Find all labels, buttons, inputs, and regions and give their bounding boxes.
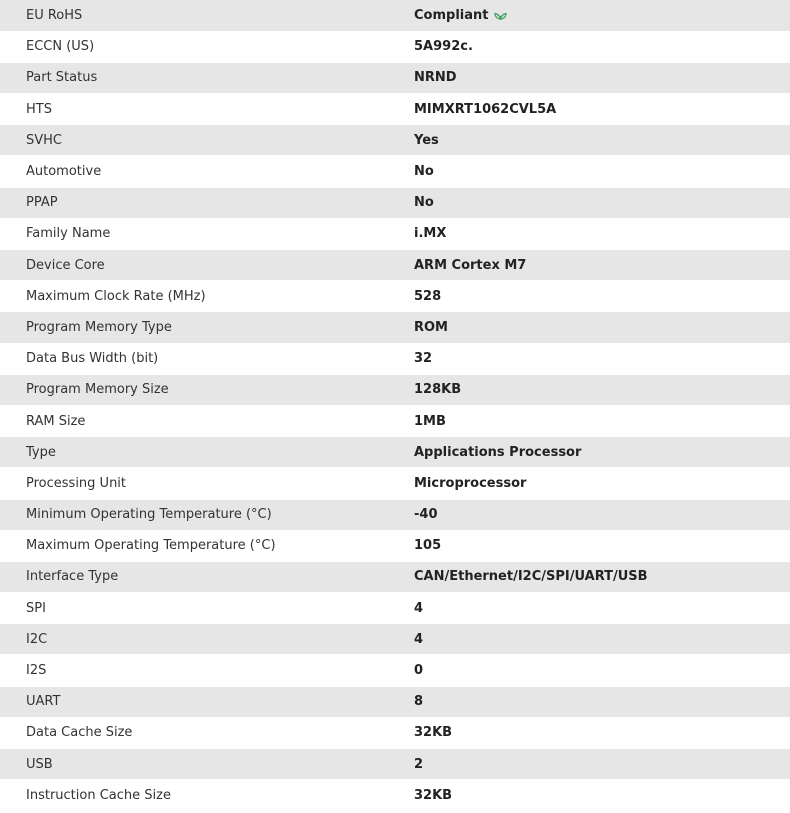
spec-attribute: Automotive [0, 156, 414, 187]
spec-value-cell [414, 655, 790, 686]
spec-attribute: Maximum Operating Temperature (°C) [0, 530, 414, 561]
spec-row [0, 593, 790, 624]
spec-row [0, 156, 790, 187]
spec-value-cell [414, 468, 790, 499]
spec-value-wrap [414, 382, 461, 397]
spec-value-cell [414, 405, 790, 436]
spec-row [0, 717, 790, 748]
spec-row [0, 374, 790, 405]
spec-value: Yes [414, 132, 439, 148]
spec-value-wrap [414, 788, 452, 803]
spec-value-wrap [414, 414, 446, 429]
spec-value-wrap [414, 601, 423, 616]
spec-value: 4 [414, 600, 424, 616]
spec-row [0, 686, 790, 717]
spec-attribute: Processing Unit [0, 468, 414, 499]
spec-attribute: Family Name [0, 218, 414, 249]
spec-row [0, 624, 790, 655]
spec-attribute: SVHC [0, 125, 414, 156]
spec-attribute: Minimum Operating Temperature (°C) [0, 499, 414, 530]
spec-attribute: Data Bus Width (bit) [0, 343, 414, 374]
spec-value-wrap [414, 476, 526, 491]
spec-attribute: Data Cache Size [0, 717, 414, 748]
spec-value: -40 [414, 507, 438, 523]
spec-value-cell [414, 749, 790, 780]
spec-row [0, 62, 790, 93]
spec-value-cell [414, 250, 790, 281]
spec-attribute: Type [0, 437, 414, 468]
spec-value-wrap [414, 8, 507, 23]
spec-value-cell [414, 62, 790, 93]
spec-value: 32 [414, 351, 433, 367]
spec-value: 8 [414, 694, 424, 710]
leaf-icon [494, 10, 507, 21]
spec-row [0, 530, 790, 561]
spec-value-cell [414, 218, 790, 249]
spec-value-cell [414, 530, 790, 561]
spec-value-wrap [414, 70, 457, 85]
spec-row [0, 780, 790, 811]
spec-row [0, 468, 790, 499]
spec-value-wrap [414, 102, 556, 117]
spec-value-wrap [414, 538, 441, 553]
spec-attribute: HTS [0, 94, 414, 125]
spec-value-wrap [414, 164, 434, 179]
spec-value: MIMXRT1062CVL5A [414, 101, 557, 117]
spec-attribute: SPI [0, 593, 414, 624]
spec-value-cell [414, 686, 790, 717]
spec-value-cell [414, 31, 790, 62]
spec-attribute: Maximum Clock Rate (MHz) [0, 281, 414, 312]
spec-attribute: ECCN (US) [0, 31, 414, 62]
spec-row [0, 312, 790, 343]
spec-value-cell [414, 312, 790, 343]
spec-value-wrap [414, 320, 448, 335]
spec-row [0, 0, 790, 31]
spec-attribute: Program Memory Size [0, 374, 414, 405]
spec-value-cell [414, 717, 790, 748]
spec-value-cell [414, 561, 790, 592]
spec-row [0, 437, 790, 468]
spec-row [0, 561, 790, 592]
spec-value-cell [414, 187, 790, 218]
spec-row [0, 125, 790, 156]
spec-value-cell [414, 0, 790, 31]
spec-value: CAN/Ethernet/I2C/SPI/UART/USB [414, 569, 648, 585]
spec-value-cell [414, 125, 790, 156]
spec-value-cell [414, 437, 790, 468]
spec-value-wrap [414, 258, 526, 273]
spec-attribute: Program Memory Type [0, 312, 414, 343]
spec-value: 0 [414, 663, 424, 679]
spec-attribute: PPAP [0, 187, 414, 218]
spec-value-wrap [414, 632, 423, 647]
spec-value: ROM [414, 319, 448, 335]
spec-value-cell [414, 374, 790, 405]
spec-row [0, 94, 790, 125]
spec-value-wrap [414, 445, 581, 460]
spec-value: No [414, 195, 434, 211]
spec-value-wrap [414, 507, 438, 522]
spec-row [0, 250, 790, 281]
spec-value-wrap [414, 725, 452, 740]
spec-value: 1MB [414, 413, 446, 429]
spec-attribute: Part Status [0, 62, 414, 93]
spec-row [0, 218, 790, 249]
spec-value-wrap [414, 195, 434, 210]
spec-attribute: EU RoHS [0, 0, 414, 31]
spec-value-cell [414, 780, 790, 811]
spec-value-cell [414, 156, 790, 187]
spec-row [0, 343, 790, 374]
spec-value: NRND [414, 70, 457, 86]
spec-row [0, 749, 790, 780]
spec-attribute: UART [0, 686, 414, 717]
spec-row [0, 655, 790, 686]
spec-value-cell [414, 593, 790, 624]
spec-value-wrap [414, 133, 439, 148]
spec-attribute: Instruction Cache Size [0, 780, 414, 811]
spec-value-wrap [414, 226, 446, 241]
spec-value: 105 [414, 538, 442, 554]
spec-value: 5A992c. [414, 39, 473, 55]
spec-value-cell [414, 499, 790, 530]
spec-value: No [414, 164, 434, 180]
spec-value: 528 [414, 288, 442, 304]
spec-row [0, 281, 790, 312]
spec-attribute: RAM Size [0, 405, 414, 436]
spec-value-cell [414, 343, 790, 374]
spec-value: 32KB [414, 725, 453, 741]
spec-value: i.MX [414, 226, 447, 242]
spec-row [0, 405, 790, 436]
spec-value-wrap [414, 351, 432, 366]
spec-value-cell [414, 94, 790, 125]
spec-value: 2 [414, 756, 424, 772]
spec-value-wrap [414, 569, 648, 584]
spec-row [0, 31, 790, 62]
spec-row [0, 187, 790, 218]
spec-value: Microprocessor [414, 475, 527, 491]
spec-value-wrap [414, 694, 423, 709]
spec-attribute: Device Core [0, 250, 414, 281]
spec-value: Compliant [414, 7, 489, 23]
spec-row [0, 499, 790, 530]
spec-value-wrap [414, 757, 423, 772]
spec-value-cell [414, 624, 790, 655]
spec-attribute: I2C [0, 624, 414, 655]
spec-value: 128KB [414, 382, 462, 398]
spec-attribute: I2S [0, 655, 414, 686]
spec-value-wrap [414, 663, 423, 678]
spec-value-wrap [414, 289, 441, 304]
spec-value-cell [414, 281, 790, 312]
spec-value: Applications Processor [414, 444, 582, 460]
spec-value: ARM Cortex M7 [414, 257, 527, 273]
spec-value: 32KB [414, 787, 453, 803]
spec-value: 4 [414, 631, 424, 647]
spec-attribute: Interface Type [0, 561, 414, 592]
spec-value-wrap [414, 39, 473, 54]
spec-attribute: USB [0, 749, 414, 780]
